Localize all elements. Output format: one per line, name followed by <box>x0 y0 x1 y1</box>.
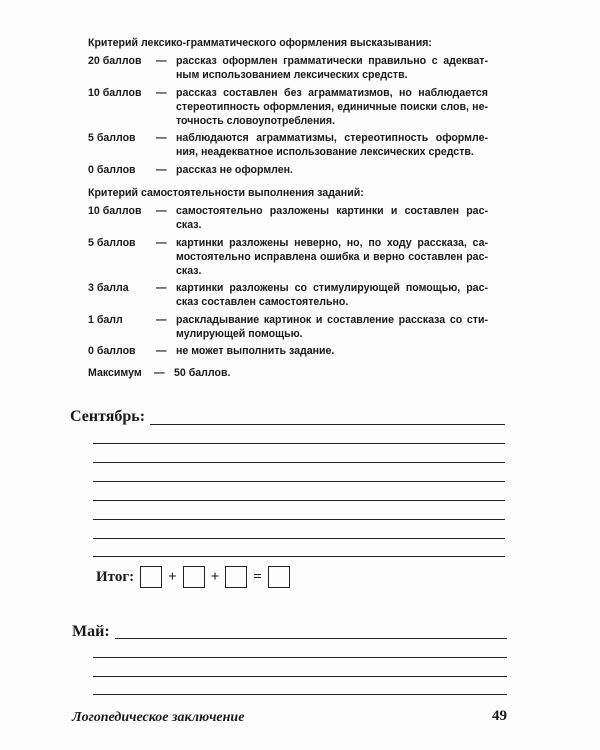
score-label: 1 балл <box>88 313 123 326</box>
criterion-description: рассказ оформлен грамматически правильно с адекват-ным использованием лексических средств. <box>176 55 488 82</box>
equals-sign: = <box>253 568 262 585</box>
criterion-item <box>88 131 488 159</box>
score-label: 3 балла <box>88 282 129 295</box>
dash: — <box>156 345 167 358</box>
criterion-item <box>88 86 488 129</box>
write-line[interactable] <box>93 519 505 520</box>
criterion-independence <box>88 186 488 383</box>
write-line[interactable] <box>93 443 505 444</box>
score-label: 20 баллов <box>88 55 142 68</box>
criterion-title: Критерий самостоятельности выполнения заданий: <box>88 187 364 199</box>
criterion-item <box>88 54 488 82</box>
dash: — <box>156 205 167 218</box>
criterion-description: картинки разложены со стимулирующей помощью, рас-сказ составлен самостоятельно. <box>176 282 488 309</box>
score-label: 10 баллов <box>88 205 142 218</box>
maximum-value: 50 баллов. <box>174 367 231 380</box>
criterion-items <box>88 54 488 177</box>
dash: — <box>156 55 167 68</box>
criterion-title: Критерий лексико-грамматического оформления высказывания: <box>88 37 432 49</box>
dash: — <box>154 367 165 380</box>
score-box-3[interactable] <box>225 566 247 588</box>
write-line[interactable] <box>93 657 507 658</box>
write-line[interactable] <box>93 694 507 695</box>
criterion-item <box>88 344 488 358</box>
plus-sign: + <box>210 568 220 585</box>
total-box[interactable] <box>268 566 290 588</box>
score-label: 5 баллов <box>88 132 136 145</box>
write-line[interactable] <box>115 638 507 639</box>
write-line[interactable] <box>93 500 505 501</box>
dash: — <box>156 313 167 326</box>
criterion-lexical-grammatical <box>88 36 488 180</box>
dash: — <box>156 132 167 145</box>
criterion-item <box>88 163 488 177</box>
write-line[interactable] <box>93 462 505 463</box>
may-label: Май: <box>72 623 110 640</box>
write-line[interactable] <box>93 556 505 557</box>
score-box-1[interactable] <box>140 566 162 588</box>
maximum-row <box>88 366 488 380</box>
criterion-description: самостоятельно разложены картинки и составлен рас-сказ. <box>176 205 488 232</box>
score-label: 0 баллов <box>88 345 136 358</box>
score-label: 0 баллов <box>88 163 136 176</box>
total-row <box>96 566 290 588</box>
criterion-description: рассказ не оформлен. <box>176 163 293 176</box>
dash: — <box>156 282 167 295</box>
score-label: 10 баллов <box>88 86 142 99</box>
criterion-item <box>88 313 488 341</box>
write-line[interactable] <box>93 481 505 482</box>
criterion-description: картинки разложены неверно, но, по ходу рассказа, са-мостоятельно исправлена ошибка и верно составлен рас-сказ. <box>176 236 488 278</box>
write-line[interactable] <box>93 676 507 677</box>
dash: — <box>156 86 167 99</box>
criterion-description: рассказ составлен без аграмматизмов, но наблюдается стереотипность оформления, единичные поиски слов, не-точность словоупотребления. <box>176 86 488 128</box>
criterion-description: не может выполнить задание. <box>176 345 335 358</box>
criterion-description: наблюдаются аграмматизмы, стереотипность оформле-ния, неадекватное использование лексических средств. <box>176 132 488 159</box>
total-label: Итог: <box>96 568 135 585</box>
write-line[interactable] <box>150 424 505 425</box>
score-box-2[interactable] <box>183 566 205 588</box>
criterion-items <box>88 204 488 358</box>
criterion-item <box>88 281 488 309</box>
dash: — <box>156 163 167 176</box>
footer-title: Логопедическое заключение <box>72 710 245 725</box>
criterion-description: раскладывание картинок и составление рассказа со сти-мулирующей помощью. <box>176 313 488 340</box>
criterion-item <box>88 204 488 232</box>
write-line[interactable] <box>93 538 505 539</box>
plus-sign: + <box>168 568 177 585</box>
dash: — <box>156 236 167 249</box>
september-label: Сентябрь: <box>70 408 146 425</box>
score-label: 5 баллов <box>88 236 136 249</box>
criterion-item <box>88 236 488 279</box>
maximum-label: Максимум <box>88 367 142 380</box>
page-number: 49 <box>492 708 507 724</box>
